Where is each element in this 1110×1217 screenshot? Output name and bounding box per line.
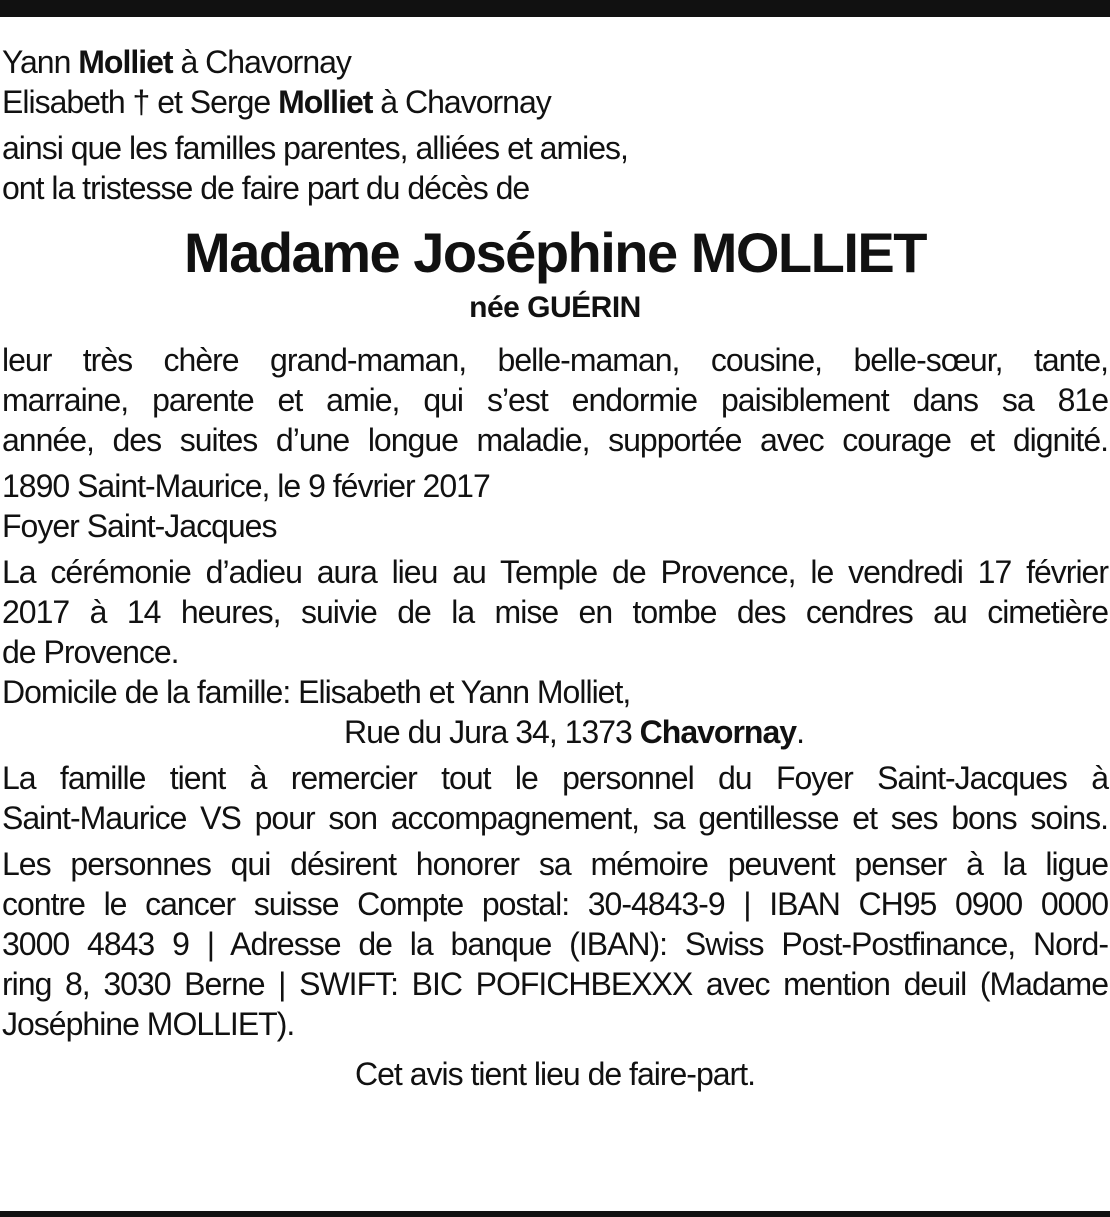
donation-line: contre le cancer suisse Compte postal: 30-4843-9 | IBAN CH95 0900 0000 [2,886,1108,922]
relatives-line: ainsi que les familles parentes, alliées et amies, [2,130,628,166]
tribute-line: marraine, parente et amie, qui s’est endormie paisiblement dans sa 81e [2,382,1108,418]
donation-line: Joséphine MOLLIET). [2,1006,295,1042]
domicile-address [2,712,1108,752]
family-first-names: Elisabeth † et Serge [2,84,279,120]
bottom-rule [0,1211,1110,1217]
donation-line: Les personnes qui désirent honorer sa mémoire peuvent penser à la ligue [2,846,1108,882]
family-line-1 [2,42,1108,82]
obituary-notice [2,42,1108,1094]
family-first-name: Yann [2,44,79,80]
tribute-paragraph [2,340,1108,460]
tribute-line: année, des suites d’une longue maladie, supportée avec courage et dignité. [2,422,1108,458]
announcement-line: ont la tristesse de faire part du décès de [2,170,530,206]
top-rule [0,0,1110,17]
domicile-street: Rue du Jura 34, 1373 [344,714,640,750]
deceased-name: Madame Joséphine MOLLIET [184,221,926,284]
family-line-2 [2,82,1108,122]
ceremony-line: de Provence. [2,634,179,670]
thanks-line: La famille tient à remercier tout le personnel du Foyer Saint-Jacques à [2,760,1108,796]
donation-line: 3000 4843 9 | Adresse de la banque (IBAN): Swiss Post-Postfinance, Nord- [2,926,1108,962]
domicile-block [2,672,1108,752]
place-date-block [2,466,1108,546]
donation-paragraph [2,844,1108,1044]
family-place: à Chavornay [372,84,551,120]
family-place: à Chavornay [172,44,351,80]
place-date: 1890 Saint-Maurice, le 9 février 2017 [2,468,490,504]
family-surname: Molliet [78,44,173,80]
thanks-paragraph [2,758,1108,838]
maiden-name: née GUÉRIN [469,291,641,324]
residence: Foyer Saint-Jacques [2,508,277,544]
family-surname: Molliet [278,84,373,120]
ceremony-line: La cérémonie d’adieu aura lieu au Temple de Provence, le vendredi 17 février [2,554,1108,590]
domicile-line: Domicile de la famille: Elisabeth et Yann Molliet, [2,674,631,710]
ceremony-paragraph [2,552,1108,672]
donation-line: ring 8, 3030 Berne | SWIFT: BIC POFICHBEXXX avec mention deuil (Madame [2,966,1108,1002]
domicile-end: . [796,714,804,750]
closing-note: Cet avis tient lieu de faire-part. [355,1056,755,1092]
domicile-town: Chavornay [639,714,797,750]
ceremony-line: 2017 à 14 heures, suivie de la mise en tombe des cendres au cimetière [2,594,1108,630]
tribute-line: leur très chère grand-maman, belle-maman, cousine, belle-sœur, tante, [2,342,1108,378]
thanks-line: Saint-Maurice VS pour son accompagnement, sa gentillesse et ses bons soins. [2,800,1108,836]
